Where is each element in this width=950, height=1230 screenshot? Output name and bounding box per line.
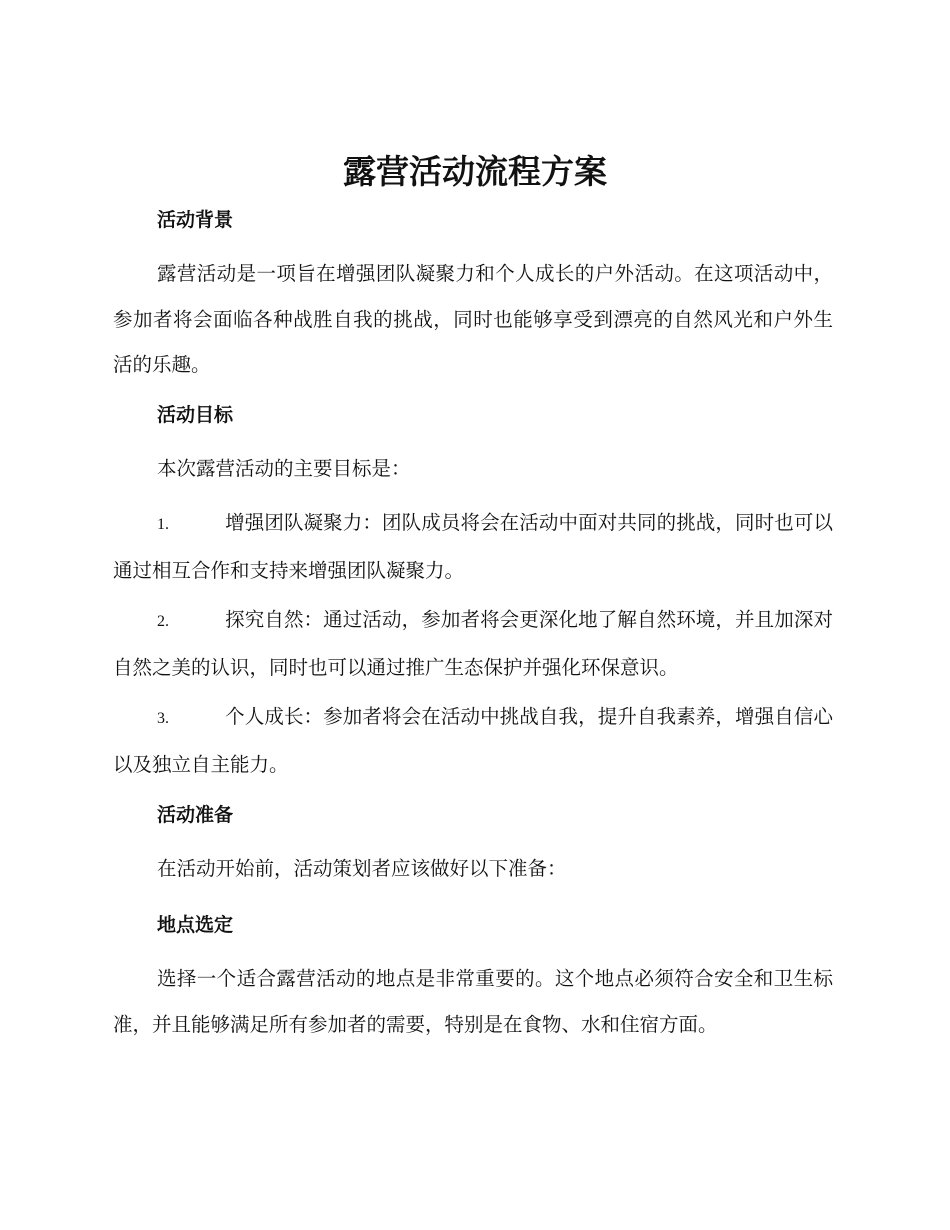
goal-list-item-3 bbox=[113, 694, 833, 787]
goals-intro-paragraph: 本次露营活动的主要目标是： bbox=[157, 457, 411, 480]
list-number: 2. bbox=[157, 613, 169, 630]
preparation-paragraph: 在活动开始前，活动策划者应该做好以下准备： bbox=[157, 857, 567, 880]
section-heading-background: 活动背景 bbox=[157, 209, 234, 231]
location-paragraph: 选择一个适合露营活动的地点是非常重要的。这个地点必须符合安全和卫生标准，并且能够满足所有参加者的需要，特别是在食物、水和住宿方面。 bbox=[113, 967, 833, 1036]
list-number: 3. bbox=[157, 710, 169, 727]
section-heading-location: 地点选定 bbox=[157, 914, 234, 936]
section-heading-preparation: 活动准备 bbox=[157, 804, 234, 826]
list-number: 1. bbox=[157, 516, 169, 533]
document-title: 露营活动流程方案 bbox=[343, 152, 607, 191]
goal-list-item-1 bbox=[113, 500, 833, 593]
background-paragraph: 露营活动是一项旨在增强团队凝聚力和个人成长的户外活动。在这项活动中，参加者将会面临各种战胜自我的挑战，同时也能够享受到漂亮的自然风光和户外生活的乐趣。 bbox=[113, 262, 833, 376]
goal-list-item-2 bbox=[113, 597, 833, 690]
list-item-text: 个人成长：参加者将会在活动中挑战自我，提升自我素养，增强自信心以及独立自主能力。 bbox=[113, 705, 833, 776]
list-item-text: 增强团队凝聚力：团队成员将会在活动中面对共同的挑战，同时也可以通过相互合作和支持来增强团队凝聚力。 bbox=[113, 511, 833, 582]
list-item-text: 探究自然：通过活动，参加者将会更深化地了解自然环境，并且加深对自然之美的认识，同时也可以通过推广生态保护并强化环保意识。 bbox=[113, 608, 833, 679]
section-heading-goals: 活动目标 bbox=[157, 404, 234, 426]
